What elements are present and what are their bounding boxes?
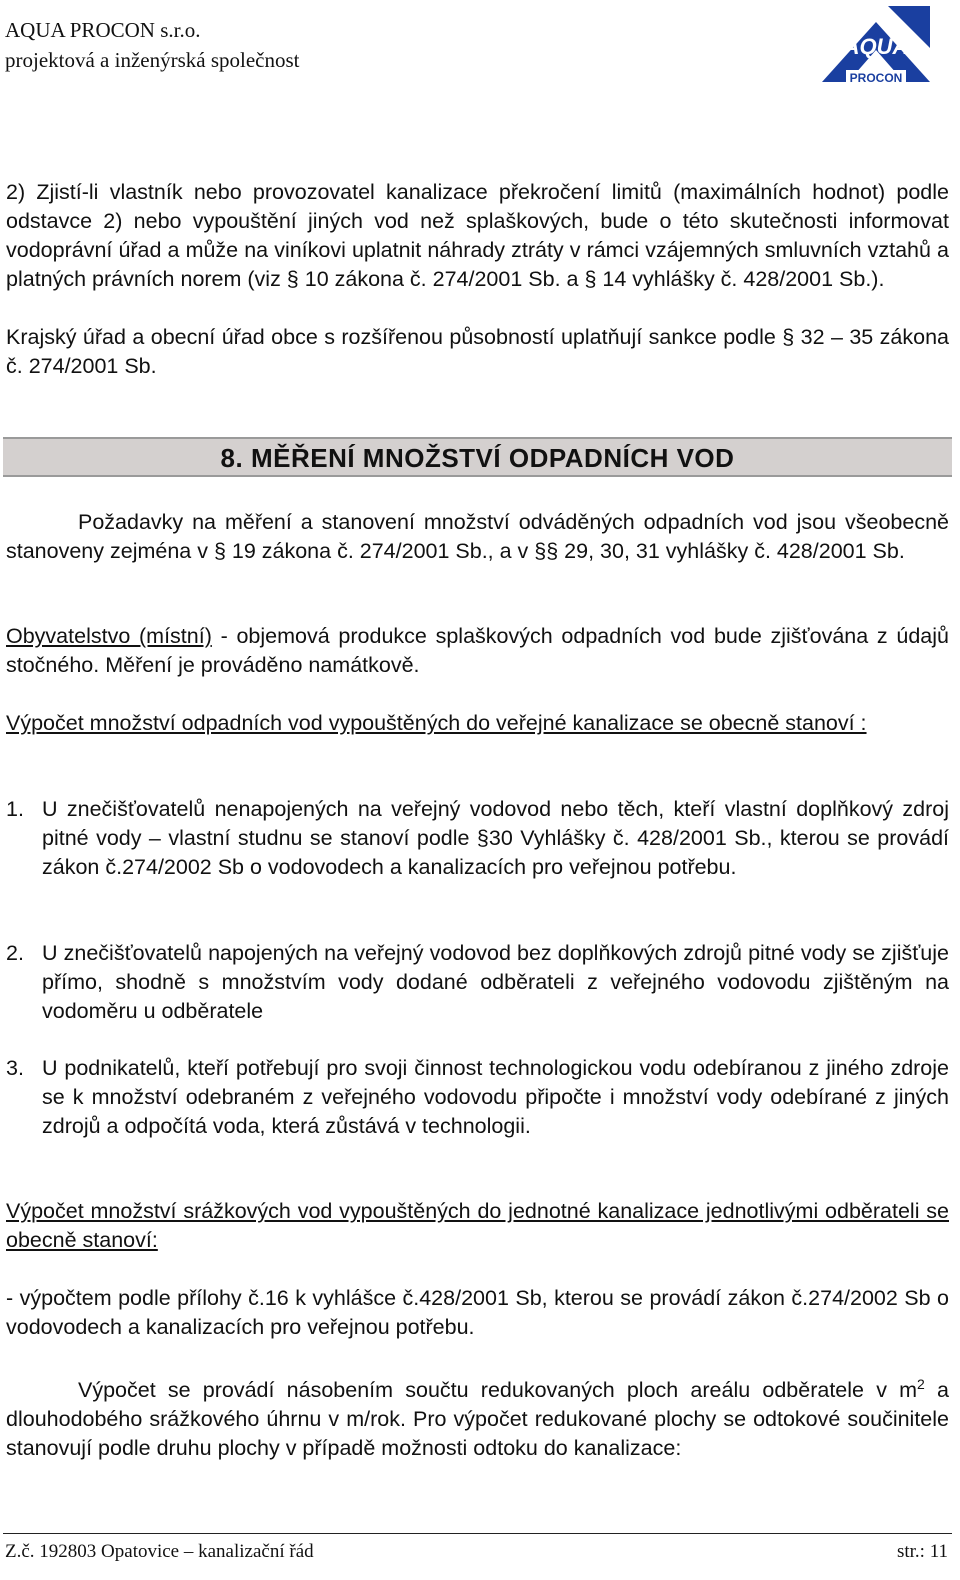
paragraph-reduced-area [6, 1370, 949, 1463]
section-heading-bar [3, 437, 952, 477]
paragraph-population [6, 622, 949, 680]
list-item-text: U znečišťovatelů napojených na veřejný vodovod bez doplňkových zdrojů pitné vody se zjišťuje přímo, shodně s množstvím vody dodané odběrateli z veřejného vodovodu zjištěným na vodoměru u odběratele [42, 941, 949, 1023]
footer-page-number: str.: 11 [896, 1541, 948, 1562]
heading-wastewater-calc-text: Výpočet množství odpadních vod vypouštěných do veřejné kanalizace se obecně stanoví : [6, 711, 867, 735]
paragraph-annex [6, 1284, 949, 1342]
paragraph-reduced-area-text-b: a dlouhodobého srážkového úhrnu v m/rok. Pro výpočet redukované plochy se odtokové součinitele stanovují podle druhu plochy v případě možnosti odtoku do kanalizace: [6, 1378, 949, 1461]
paragraph-annex-text: - výpočtem podle přílohy č.16 k vyhlášce č.428/2001 Sb, kterou se provádí zákon č.274/2002 Sb o vodovodech a kanalizacích pro veřejnou potřebu. [6, 1286, 949, 1339]
heading-rainwater-calc-text: Výpočet množství srážkových vod vypouštěných do jednotné kanalizace jednotlivými odběrateli se obecně stanoví: [6, 1199, 949, 1252]
heading-wastewater-calc [6, 709, 949, 738]
population-text: - objemová produkce splaškových odpadních vod bude zjišťována z údajů stočného. Měření je prováděno namátkově. [6, 624, 949, 677]
population-label: Obyvatelstvo (místní) [6, 624, 212, 648]
list-item-number: 3. [6, 1056, 24, 1080]
svg-text:PROCON: PROCON [849, 71, 903, 85]
paragraph-reduced-area-text-a: Výpočet se provádí násobením součtu redukovaných ploch areálu odběratele v m [78, 1378, 918, 1403]
list-item [6, 939, 949, 1026]
section-title: 8. MĚŘENÍ MNOŽSTVÍ ODPADNÍCH VOD [220, 443, 735, 473]
list-item-number: 2. [6, 941, 24, 965]
aqua-procon-logo [818, 4, 934, 86]
paragraph-limits [6, 178, 949, 294]
list-item-text: U podnikatelů, kteří potřebují pro svoji činnost technologickou vodu odebíranou z jiného zdroje se k množství odebraném z veřejného vodovodu připočte i množství vody odebírané z jiných zdrojů a odpočítá voda, která zůstává v technologii. [42, 1056, 949, 1138]
footer-divider [3, 1533, 952, 1534]
paragraph-requirements [6, 508, 949, 566]
list-item [6, 795, 949, 882]
list-item-number: 1. [6, 797, 24, 821]
list-item-text: U znečišťovatelů nenapojených na veřejný vodovod nebo těch, kteří vlastní doplňkový zdroj pitné vody – vlastní studnu se stanoví podle §30 Vyhlášky č. 428/2001 Sb., kterou se provádí zákon č.274/2002 Sb o vodovodech a kanalizacích pro veřejnou potřebu. [42, 797, 949, 879]
paragraph-limits-text: 2) Zjistí-li vlastník nebo provozovatel kanalizace překročení limitů (maximálních hodnot) podle odstavce 2) nebo vypouštění jiných vod než splaškových, bude o této skutečnosti informovat vodoprávní úřad a může na viníkovi uplatnit náhrady ztráty v rámci vzájemných smluvních vztahů a platných právních norem (viz § 10 zákona č. 274/2001 Sb. a § 14 vyhlášky č. 428/2001 Sb.). [6, 180, 949, 291]
footer-document-id: Z.č. 192803 Opatovice – kanalizační řád [5, 1541, 314, 1562]
superscript-two: 2 [917, 1376, 925, 1392]
paragraph-sanctions [6, 323, 949, 381]
paragraph-sanctions-text: Krajský úřad a obecní úřad obce s rozšířenou působností uplatňují sankce podle § 32 – 35 zákona č. 274/2001 Sb. [6, 325, 949, 378]
svg-text:AQUA: AQUA [843, 34, 909, 59]
heading-rainwater-calc [6, 1197, 949, 1255]
header-company: AQUA PROCON s.r.o. [5, 18, 201, 42]
header-subtitle: projektová a inženýrská společnost [5, 48, 300, 72]
paragraph-requirements-text: Požadavky na měření a stanovení množství odváděných odpadních vod jsou všeobecně stanoveny zejména v § 19 zákona č. 274/2001 Sb., a v §§ 29, 30, 31 vyhlášky č. 428/2001 Sb. [6, 510, 949, 563]
list-item [6, 1054, 949, 1141]
